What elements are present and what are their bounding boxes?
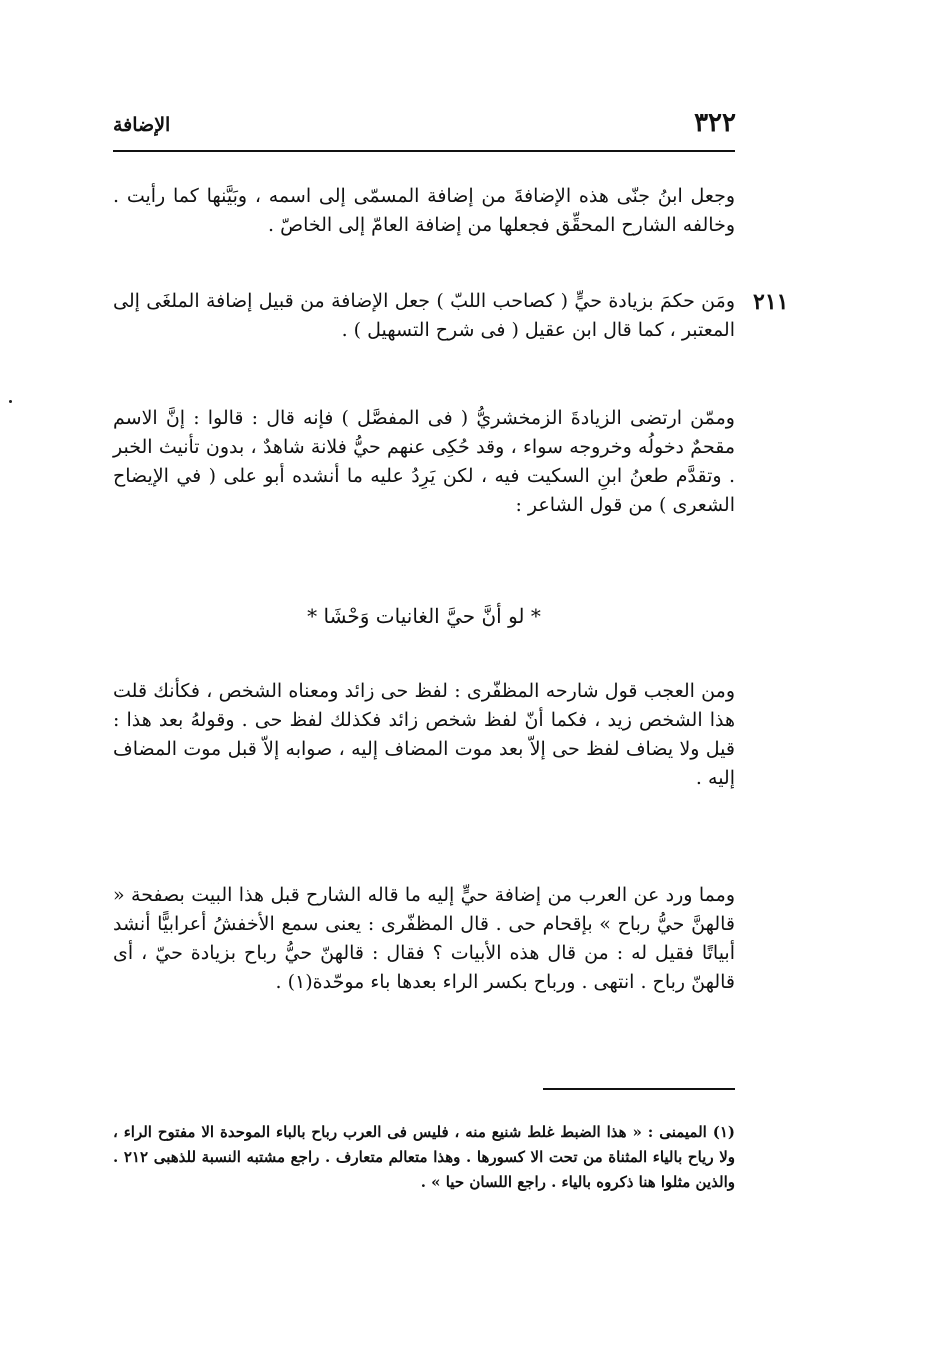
page-number: ٣٢٢ — [694, 108, 736, 138]
footnote: (١) الميمنى : « هذا الضبط غلط شنيع منه ، فليس فى العرب رباح بالباء الموحدة الا مفتوح الراء ، ولا رياح بالياء المثناة من تحت الا كسورها . وهذا متعالم متعارف . راجع مشتبه النسبة للذهبى ٢١٢ . والذين مثلوا هنا ذكروه بالياء . راجع اللسان حيا » . — [113, 1123, 735, 1191]
paragraph-4: ومن العجب قول شارحه المظفّرى : لفظ حى زائد ومعناه الشخص ، فكأنك قلت هذا الشخص زيد ، فكما أنّ لفظ شخص زائد فكذلك لفظ حى . وقولهُ بعد هذا : قيل ولا يضاف لفظ حى إلاّ بعد موت المضاف إليه ، صوابه إلاّ قبل موت المضاف إليه . — [113, 680, 735, 789]
footnote-rule — [543, 1088, 735, 1090]
running-title: الإضافة — [113, 114, 171, 136]
section-number: ٢١١ — [753, 289, 789, 315]
verse-line: * لو أنَّ حيَّ الغانيات وَحْشَا * — [307, 604, 541, 628]
paragraph-3: وممّن ارتضى الزيادةَ الزمخشريُّ ( فى المفصَّل ) فإنه قال : قالوا : إنَّ الاسم مقحمٌ دخولُه وخروجه سواء ، وقد حُكِى عنهم حيُّ فلانة شاهدٌ ، بدون تأنيث الخبر . وتقدَّم طعنُ ابنِ السكيت فيه ، لكن يَرِدُ عليه ما أنشده أبو على ( في الإيضاح الشعرى ) من قول الشاعر : — [113, 407, 735, 516]
paragraph-1: وجعل ابنُ جنّى هذه الإضافةَ من إضافة المسمّى إلى اسمه ، وبَيَّنها كما رأيت . وخالفه الشارح المحقِّق فجعلها من إضافة العامّ إلى الخاصّ . — [113, 185, 735, 236]
paragraph-2: ومَن حكمَ بزيادة حيٍّ ( كصاحب اللبّ ) جعل الإضافة من قبيل إضافة الملغَى إلى المعتبر ، كما قال ابن عقيل ( فى شرح التسهيل ) . — [113, 290, 735, 341]
header-rule — [113, 150, 735, 152]
margin-dot-mark — [9, 400, 12, 403]
paragraph-5: ومما ورد عن العرب من إضافة حيٍّ إليه ما قاله الشارح قبل هذا البيت بصفحة « قالهنَّ حيُّ رباح » بإقحام حى . قال المظفّرى : يعنى سمع الأخفشُ أعرابيًّا أنشد أبياتًا فقيل له : من قال هذه الأبيات ؟ فقال : قالهنّ حيُّ رباح بزيادة حيّ ، أى قالهنّ رباح . انتهى . ورباح بكسر الراء بعدها باء موحّدة(١) . — [113, 884, 735, 993]
page-header — [113, 108, 736, 148]
